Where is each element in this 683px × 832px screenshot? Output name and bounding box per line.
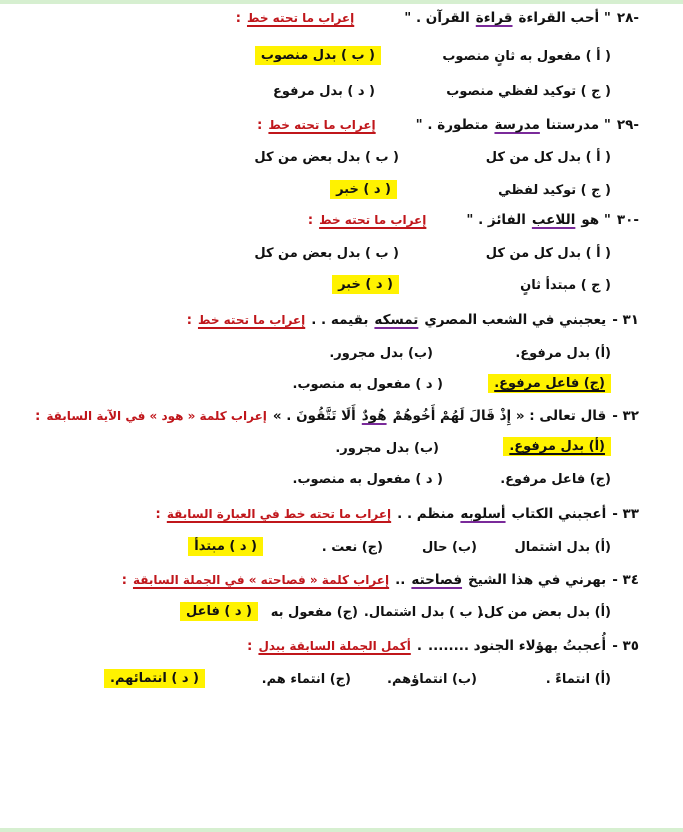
option-c: ( ج ) توكيد لفظي [498,183,611,198]
instruction: إعراب كلمة « هود » في الآية السابقة [46,409,267,423]
stem-pre: بهرني في هذا الشيخ [468,572,607,588]
option-d: ( د ) بدل مرفوع [272,84,375,99]
option-b: (ب) انتماؤهم. [387,672,477,687]
stem-post: أَلَا تَتَّقُونَ . » [272,408,356,424]
question-number: ٣١ - [612,312,639,328]
option-a: ( أ ) بدل كل من كل [485,246,611,261]
question-number: -٢٩ [616,117,639,133]
option-d: ( د ) مفعول به منصوب. [292,377,443,392]
option-d-answer: ( د ) فاعل [180,602,258,621]
stem-target-word: قراءة [475,10,513,26]
stem-pre: " أحب القراءة [518,10,611,26]
instruction-colon: : [247,638,253,654]
option-d-answer: ( د ) خبر [330,180,397,199]
instruction: إعراب ما تحته خط [246,11,355,25]
question-number: ٣٢ - [612,408,639,424]
stem-target-word: اللاعب [531,212,576,228]
option-a: (أ) بدل مرفوع. [515,346,611,361]
option-c: (ج) نعت . [321,540,383,555]
option-a-answer: (أ) بدل مرفوع. [503,437,611,456]
option-c: ( ج ) مبتدأ ثانٍ [520,278,611,293]
instruction-colon: : [121,572,127,588]
stem-pre: قال تعالى : « إِذْ قَالَ لَهُمْ أَخُوهُمْ [392,408,607,424]
stem-target-word: تمسكه [374,312,419,328]
stem-target-word: هُودٌ [361,408,387,424]
question-32-stem [35,408,639,424]
stem-pre: " مدرستنا [545,117,611,133]
stem-target-word: أسلوبه [460,506,506,522]
instruction: إعراب ما تحته خط [319,213,427,227]
option-b-answer: ( ب ) بدل منصوب [255,46,381,65]
instruction: إعراب ما تحته خط في العبارة السابقة [166,507,392,521]
stem-post: . [416,638,422,654]
instruction: أكمل الجملة السابقة ببدل [258,639,411,653]
option-a: ( أ ) مفعول به ثانٍ منصوب [442,49,611,64]
option-c: (ج) انتماء هم. [261,672,351,687]
question-number: ٣٤ - [612,572,639,588]
stem-post: .. [395,572,406,588]
stem-pre: " هو [581,212,611,228]
stem-pre: يعجبني في الشعب المصري [424,312,607,328]
question-number: -٢٨ [616,10,639,26]
question-34-stem [122,572,639,588]
stem-pre: أُعجبتُ بهؤلاء الجنود ........ [427,638,607,654]
option-b: ( ب ) بدل بعض من كل [254,150,399,165]
question-31-stem [187,312,639,328]
option-d: ( د ) مفعول به منصوب. [292,472,443,487]
question-30-stem [308,212,639,228]
option-a: ( أ ) بدل كل من كل [485,150,611,165]
option-b: (ب) حال [421,540,477,555]
question-number: -٣٠ [616,212,639,228]
instruction-colon: : [155,506,161,522]
question-33-stem [155,506,639,522]
instruction: إعراب ما تحته خط [197,313,306,327]
instruction: إعراب كلمة « فصاحته » في الجملة السابقة [132,573,390,587]
option-a: (أ) انتماءً . [545,672,611,687]
instruction: إعراب ما تحته خط [268,118,376,132]
option-b: ( ب ) بدل بعض من كل [254,246,399,261]
option-b: (ب) بدل مجرور. [329,346,433,361]
instruction-colon: : [186,312,192,328]
option-c-answer: (ج) فاعل مرفوع. [488,374,611,393]
stem-pre: أعجبني الكتاب [511,506,607,522]
stem-target-word: مدرسة [494,117,540,133]
question-35-stem [247,638,639,654]
option-d-answer: ( د ) مبتدأ [188,537,263,556]
option-c: (ج) مفعول به [270,605,358,620]
option-a: (أ) بدل بعض من كل. [479,605,611,620]
option-c: (ج) فاعل مرفوع. [500,472,611,487]
question-number: ٣٥ - [612,638,639,654]
option-b: (ب) بدل مجرور. [335,441,439,456]
question-29-stem [257,117,639,133]
instruction-colon: : [307,212,314,228]
option-c: ( ج ) توكيد لفظي منصوب [446,84,611,99]
option-a: (أ) بدل اشتمال [514,540,611,555]
option-d-answer: ( د ) انتمائهم. [104,669,205,688]
instruction-colon: : [235,10,241,26]
option-d-answer: ( د ) خبر [332,275,399,294]
stem-post: منظم . . [397,506,455,522]
stem-post: القرآن . " [404,10,470,26]
stem-post: متطورة . " [415,117,489,133]
stem-target-word: فصاحته [411,572,463,588]
instruction-colon: : [34,408,41,424]
instruction-colon: : [257,117,263,133]
option-b: ( ب ) بدل اشتمال. [363,605,483,620]
question-number: ٣٣ - [612,506,639,522]
stem-post: الفائز . " [466,212,526,228]
stem-post: بقيمه . . [311,312,369,328]
question-28-stem [236,10,639,26]
